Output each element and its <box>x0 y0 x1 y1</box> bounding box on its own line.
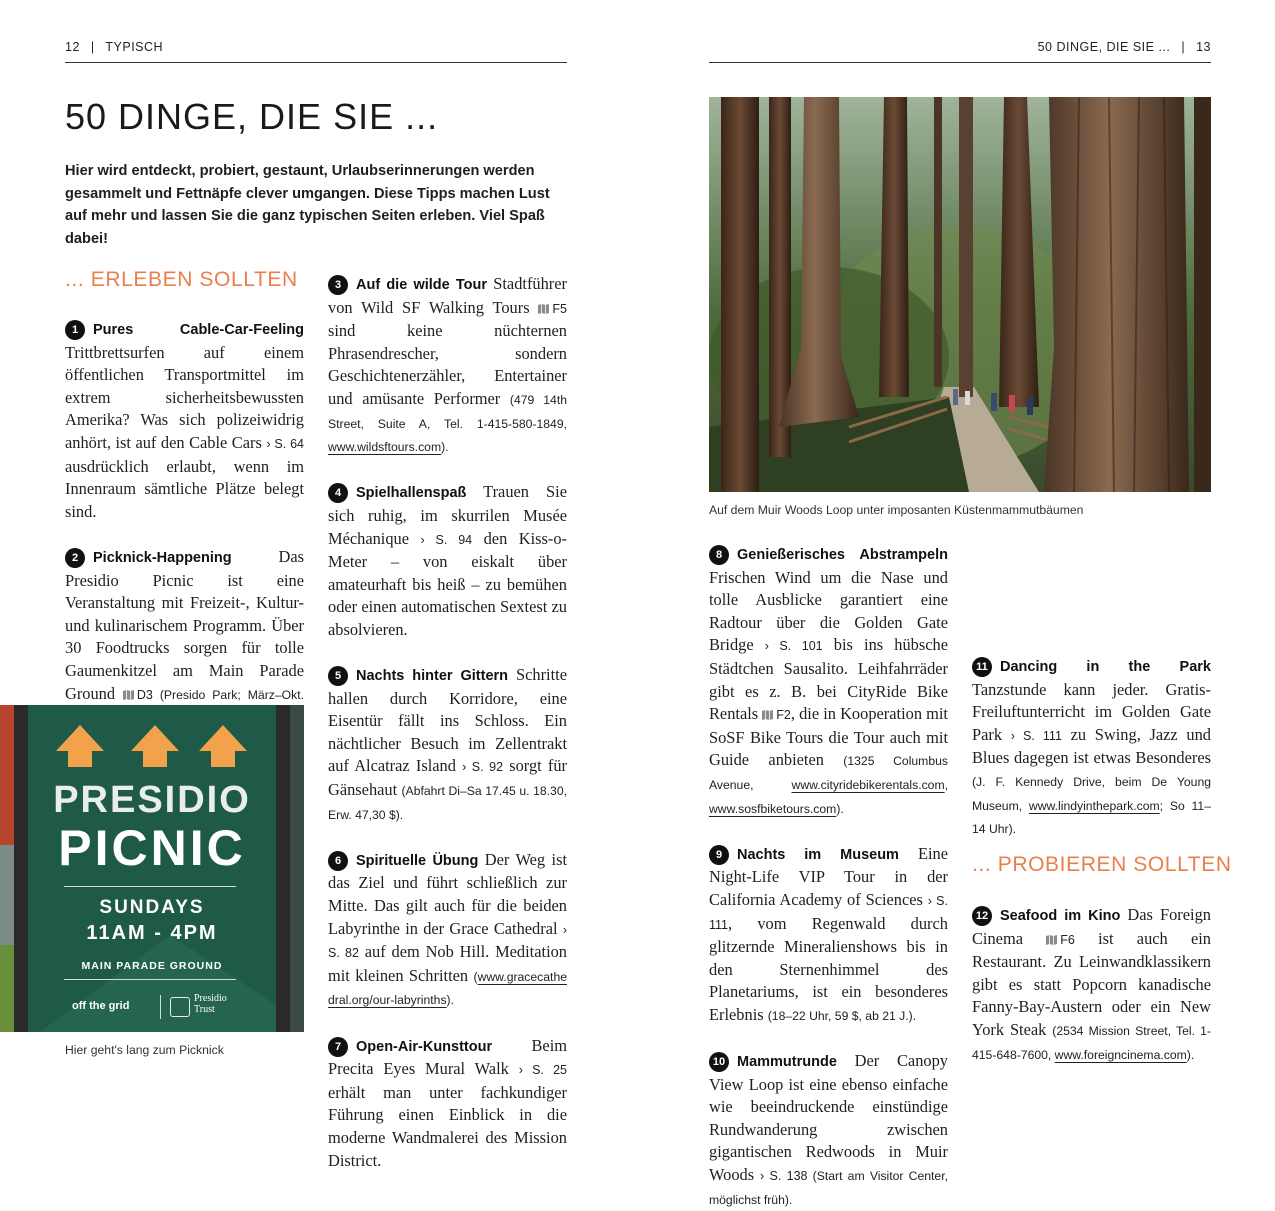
entry-info: , <box>944 777 948 792</box>
sign-text-presidio: PRESIDIO <box>53 779 251 821</box>
entry-2 <box>65 546 304 730</box>
page-reference: › S. 64 <box>266 436 304 451</box>
header-separator: | <box>1181 40 1186 54</box>
entry-title: Picknick-Happening <box>93 549 232 566</box>
column-3 <box>709 543 948 1211</box>
web-link[interactable]: www.lindyinthepark.com <box>1028 798 1160 813</box>
entry-title: Spielhallenspaß <box>356 485 467 502</box>
entry-text: zu Swing, Jazz und Blues dagegen ist etwas Besonderes <box>972 724 1211 768</box>
page-title: 50 DINGE, DIE SIE ... <box>65 96 439 137</box>
page-reference: › S. 82 <box>328 922 567 961</box>
entry-text: sind keine nüchternen Phrasendrescher, sondern Geschichtenerzähler, Entertainer und amüsante Performer <box>328 321 567 408</box>
map-grid-reference: F2 <box>776 708 791 723</box>
muir-woods-illustration <box>709 97 1211 492</box>
page-reference: › S. 92 <box>462 760 504 775</box>
entry-text: , vom Regenwald durch glitzernde Mineralienshows bis in den Sternenhimmel des Planetariums, ist ein besonderes Erlebnis <box>709 913 948 1024</box>
entry-info: (479 14th Street, Suite A, Tel. 1-415-580-1849, <box>328 392 567 431</box>
entry-number-badge: 6 <box>328 851 348 871</box>
entry-number-badge: 12 <box>972 906 992 926</box>
entry-title: Spirituelle Übung <box>356 852 479 869</box>
entry-number-badge: 10 <box>709 1052 729 1072</box>
sign-text-hours: 11AM - 4PM <box>86 922 218 944</box>
map-icon <box>762 710 773 720</box>
sign-text-picnic: PICNIC <box>58 820 246 876</box>
entry-number-badge: 2 <box>65 548 85 568</box>
entry-text: Beim Precita Eyes Mural Walk <box>328 1035 567 1079</box>
entry-info: (Abfahrt Di–Sa 17.45 u. 18.30, Erw. 47,30 $). <box>328 784 568 822</box>
web-link[interactable]: www.foreigncinema.com <box>1054 1047 1187 1062</box>
entry-number-badge: 11 <box>972 657 992 677</box>
entry-text: ist auch ein Restaurant. Zu Leinwandklassikern gibt es statt Popcorn kanadische Fanny-Bay-Austern oder ein New York Steak <box>972 928 1211 1039</box>
entry-text: Der Canopy View Loop ist eine ebenso einfache wie beeindruckende einstündige Rundwanderung zwischen gigantischen Redwoods in Muir Woods <box>709 1051 948 1185</box>
entry-text: bis ins hübsche Städtchen Sausalito. Leihfahrräder gibt es z. B. bei CityRide Bike Rentals <box>709 635 948 724</box>
header-rule-right <box>709 62 1211 63</box>
entry-12 <box>972 904 1211 1066</box>
sign-logo-presidio-trust <box>194 993 227 1015</box>
page-reference: › S. 111 <box>709 893 948 932</box>
entry-number-badge: 7 <box>328 1037 348 1057</box>
intro-text: Hier wird entdeckt, probiert, gestaunt, Urlaubserinnerungen werden gesammelt und Fettnäpfe clever umgangen. Diese Tipps machen Lust auf mehr und lassen Sie die ganz typischen Seiten erleben. Viel Spaß dabei! <box>65 163 550 247</box>
entry-text: Stadtführer von Wild SF Walking Tours <box>328 274 567 317</box>
entry-title: Genießerisches Abstrampeln <box>737 547 948 563</box>
entry-info: ). <box>441 440 449 455</box>
entry-number-badge: 5 <box>328 666 348 686</box>
entry-title: Auf die wilde Tour <box>356 277 488 293</box>
entry-text: Trauen Sie sich ruhig, im skurrilen Musée Méchanique <box>328 482 567 548</box>
presidio-trust-logo-icon <box>170 997 190 1017</box>
entry-title: Open-Air-Kunsttour <box>356 1038 493 1055</box>
running-head-left <box>65 40 163 54</box>
entry-text: Das Foreign Cinema <box>972 905 1211 948</box>
entry-6 <box>328 849 567 1012</box>
entry-info: (J. F. Kennedy Drive, beim De Young Museum, <box>972 774 1211 813</box>
entry-text: Schritte hallen durch Korridore, eine Eisentür fällt ins Schloss. Ein nächtlicher Besuch im Zellentrakt auf Alcatraz Island <box>328 665 567 776</box>
header-section-left: TYPISCH <box>105 40 164 54</box>
map-icon <box>1046 935 1057 945</box>
entry-number-badge: 3 <box>328 275 348 295</box>
entry-3 <box>328 273 567 459</box>
entry-number-badge: 1 <box>65 320 85 340</box>
page-number-right: 13 <box>1196 40 1211 54</box>
map-icon <box>123 690 134 700</box>
entry-11 <box>972 655 1211 841</box>
entry-text: Tanzstunde kann jeder. Gratis-Freiluftunterricht im Golden Gate Park <box>972 679 1211 744</box>
sign-logo-divider <box>160 995 161 1019</box>
entry-text: Trittbrettsurfen auf einem öffentlichen Transportmittel im extrem sicherheitsbewussten Amerika? Was sich polizeiwidrig anhört, ist auf den Cable Cars <box>65 342 304 452</box>
caption-sign-photo: Hier geht's lang zum Picknick <box>65 1043 224 1057</box>
entry-1 <box>65 318 304 523</box>
entry-info: (2534 Mission Street, Tel. 1-415-648-7600, <box>972 1023 1211 1062</box>
sign-logo-text: Trust <box>194 1004 215 1015</box>
photo-muir-woods <box>709 97 1211 492</box>
column-1 <box>65 318 304 730</box>
entry-info: (1325 Columbus Avenue, <box>709 754 948 792</box>
header-section-right: 50 DINGE, DIE SIE ... <box>1037 40 1171 54</box>
entry-text: Eine Night-Life VIP Tour in der California Academy of Sciences <box>709 843 948 909</box>
entry-info: ). <box>1186 1047 1195 1062</box>
entry-number-badge: 8 <box>709 545 729 565</box>
entry-text: erhält man unter fachkundiger Führung einen Einblick in die moderne Wandmalerei des Mission District. <box>328 1082 567 1170</box>
sign-logo-text: Presidio <box>194 993 227 1004</box>
entry-info: (Start am Visitor Center, möglichst früh). <box>709 1169 948 1207</box>
entry-text: , die in Kooperation mit SoSF Bike Tours die Tour auch mit Guide anbieten <box>709 704 948 770</box>
page-reference: › S. 111 <box>1010 728 1062 743</box>
column-4 <box>972 655 1211 841</box>
entry-number-badge: 4 <box>328 483 348 503</box>
map-grid-reference: F5 <box>552 301 567 316</box>
entry-info: ( <box>473 969 478 984</box>
header-separator: | <box>90 40 95 54</box>
column-2 <box>328 273 567 1172</box>
map-icon <box>538 304 549 314</box>
photo-presidio-sign <box>0 705 304 1032</box>
map-grid-reference: D3 <box>136 687 153 702</box>
entry-9 <box>709 843 948 1028</box>
entry-text: auf dem Nob Hill. Meditation mit kleinen Schritten <box>328 942 568 985</box>
page-reference: › S. 25 <box>518 1063 567 1078</box>
sign-divider <box>64 979 236 980</box>
page-reference: › S. 138 <box>760 1169 808 1184</box>
caption-forest-photo: Auf dem Muir Woods Loop unter imposanten Küstenmammutbäumen <box>709 503 1084 517</box>
entry-info: ). <box>836 801 844 816</box>
web-link[interactable]: www.cityridebikerentals.com <box>791 777 945 792</box>
running-head-right <box>1038 40 1211 54</box>
entry-number-badge: 9 <box>709 845 729 865</box>
section-heading-probieren: ... PROBIEREN SOLLTEN <box>972 853 1232 876</box>
entry-title: Dancing in the Park <box>1000 659 1211 675</box>
page-number-left: 12 <box>65 40 80 54</box>
page-reference: › S. 94 <box>420 532 473 547</box>
web-link[interactable]: www.gracecathedral.org/our-labyrinths <box>328 969 567 1008</box>
page-reference: › S. 101 <box>764 639 823 654</box>
entry-info: ; So 11–14 Uhr). <box>972 798 1211 837</box>
column-4-lower <box>972 904 1211 1066</box>
entry-7 <box>328 1035 567 1173</box>
sign-text-location: MAIN PARADE GROUND <box>81 960 223 972</box>
entry-10 <box>709 1050 948 1211</box>
entry-text: Das Presidio Picnic ist eine Veranstaltung mit Freizeit-, Kultur- und kulinarischem Programm. Über 30 Foodtrucks sorgen für tolle Gaumenkitzel am Main Parade Ground <box>65 546 304 703</box>
entry-text: den Kiss-o-Meter – von eiskalt über amateurhaft bis heiß – zu bemühen oder einen automatischen Sextest zu absolvieren. <box>328 528 568 639</box>
entry-8 <box>709 543 948 820</box>
entry-title: Nachts hinter Gittern <box>356 668 509 685</box>
map-grid-reference: F6 <box>1060 932 1075 947</box>
entry-title: Pures Cable-Car-Feeling <box>93 322 304 338</box>
sign-logo-off-the-grid: off the grid <box>72 1000 130 1012</box>
entry-title: Seafood im Kino <box>1000 908 1121 924</box>
entry-text: ausdrücklich erlaubt, wenn im Innenraum sämtliche Plätze belegt sind. <box>65 456 304 521</box>
sign-text-sundays: SUNDAYS <box>99 897 205 918</box>
entry-info: (18–22 Uhr, 59 $, ab 21 J.). <box>767 1008 917 1023</box>
sign-divider <box>64 886 236 887</box>
entry-text: Der Weg ist das Ziel und führt schließlich zur Mitte. Das gilt auch für die beiden Labyrinthe in der Grace Cathedral <box>328 849 568 938</box>
web-link[interactable]: www.sosfbiketours.com <box>709 801 837 816</box>
section-heading-erleben: ... ERLEBEN SOLLTEN <box>65 268 298 291</box>
entry-5 <box>328 664 567 826</box>
entry-text: Frischen Wind um die Nase und tolle Ausblicke garantiert eine Radtour über die Golden Gate Bridge <box>709 567 948 655</box>
entry-info: (Presido Park; März–Okt. <box>159 687 304 702</box>
web-link[interactable]: www.wildsftours.com <box>328 440 442 455</box>
header-rule-left <box>65 62 567 63</box>
entry-4 <box>328 481 567 641</box>
entry-info: ). <box>446 993 454 1008</box>
entry-text: sorgt für Gänsehaut <box>328 756 567 800</box>
entry-title: Nachts im Museum <box>737 846 899 863</box>
entry-title: Mammutrunde <box>737 1054 837 1071</box>
